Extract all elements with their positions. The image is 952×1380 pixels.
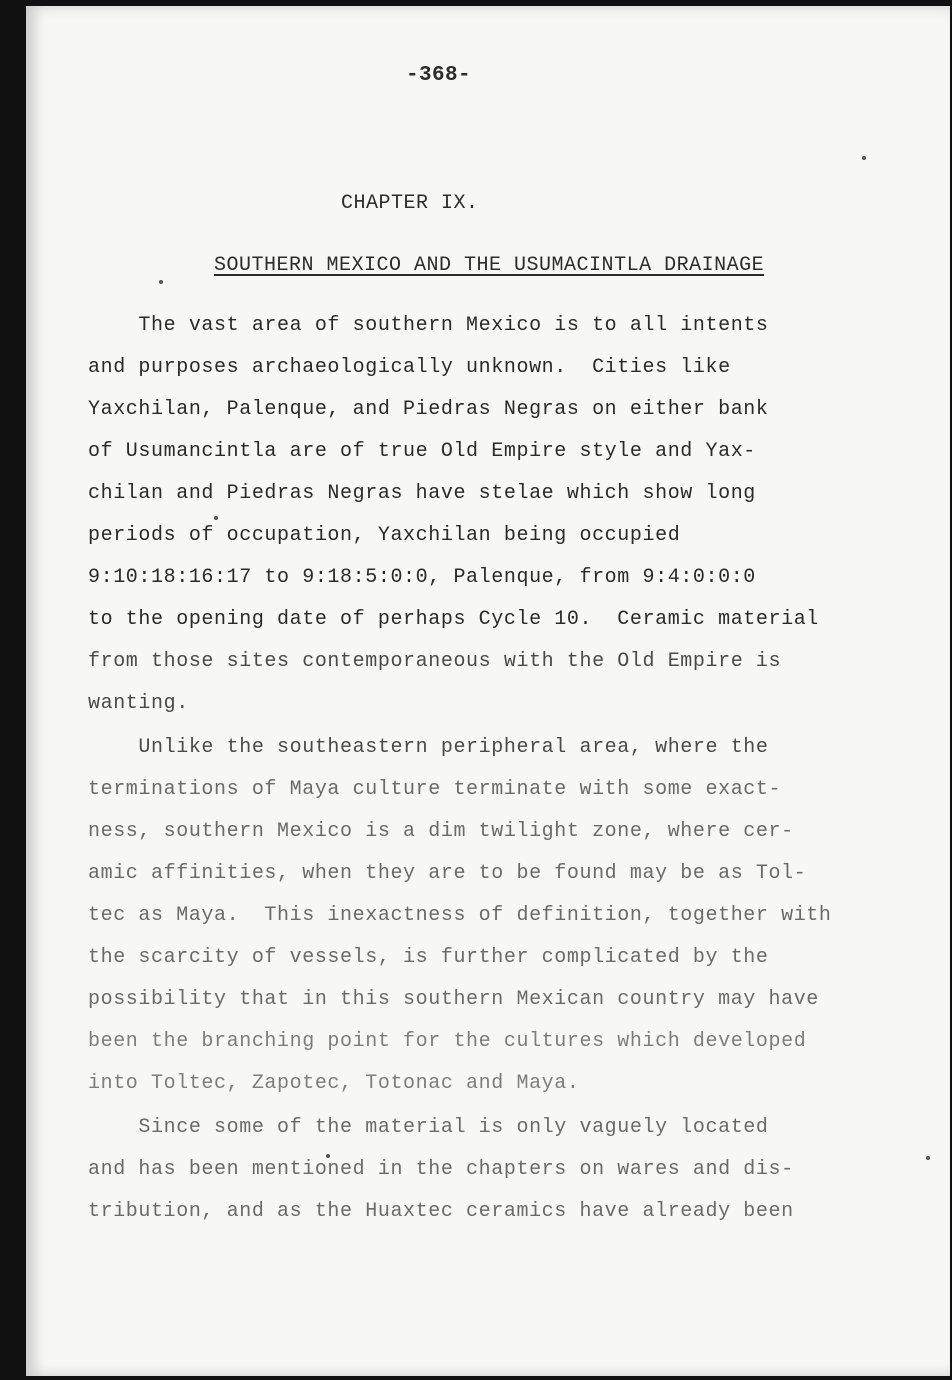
body-line: possibility that in this southern Mexican country may have bbox=[88, 988, 819, 1011]
body-line: amic affinities, when they are to be found may be as Tol- bbox=[88, 862, 807, 885]
body-line: and purposes archaeologically unknown. Cities like bbox=[88, 356, 731, 379]
chapter-title: SOUTHERN MEXICO AND THE USUMACINTLA DRAINAGE bbox=[214, 254, 765, 277]
body-line: wanting. bbox=[88, 692, 189, 715]
chapter-heading: CHAPTER IX. bbox=[341, 192, 479, 215]
body-line: into Toltec, Zapotec, Totonac and Maya. bbox=[88, 1072, 580, 1095]
scan-speck bbox=[926, 1156, 930, 1160]
typewritten-page bbox=[26, 6, 950, 1376]
scan-speck bbox=[159, 280, 163, 284]
body-line: from those sites contemporaneous with the Old Empire is bbox=[88, 650, 782, 673]
body-line: and has been mentioned in the chapters on wares and dis- bbox=[88, 1158, 794, 1181]
body-line: Unlike the southeastern peripheral area, where the bbox=[88, 736, 769, 759]
body-line: periods of occupation, Yaxchilan being occupied bbox=[88, 524, 681, 547]
body-line: Yaxchilan, Palenque, and Piedras Negras on either bank bbox=[88, 398, 769, 421]
scan-speck bbox=[326, 1154, 330, 1158]
body-line: tec as Maya. This inexactness of definition, together with bbox=[88, 904, 832, 927]
body-line: 9:10:18:16:17 to 9:18:5:0:0, Palenque, from 9:4:0:0:0 bbox=[88, 566, 756, 589]
body-line: been the branching point for the cultures which developed bbox=[88, 1030, 807, 1053]
body-line: Since some of the material is only vaguely located bbox=[88, 1116, 769, 1139]
body-line: The vast area of southern Mexico is to all intents bbox=[88, 314, 769, 337]
scan-speck bbox=[862, 156, 866, 160]
page-number: -368- bbox=[406, 64, 472, 87]
body-line: ness, southern Mexico is a dim twilight zone, where cer- bbox=[88, 820, 794, 843]
scan-speck bbox=[214, 516, 218, 520]
body-line: chilan and Piedras Negras have stelae which show long bbox=[88, 482, 756, 505]
body-line: tribution, and as the Huaxtec ceramics have already been bbox=[88, 1200, 794, 1223]
body-line: to the opening date of perhaps Cycle 10. Ceramic material bbox=[88, 608, 819, 631]
body-line: of Usumancintla are of true Old Empire style and Yax- bbox=[88, 440, 756, 463]
body-line: terminations of Maya culture terminate with some exact- bbox=[88, 778, 782, 801]
body-line: the scarcity of vessels, is further complicated by the bbox=[88, 946, 769, 969]
